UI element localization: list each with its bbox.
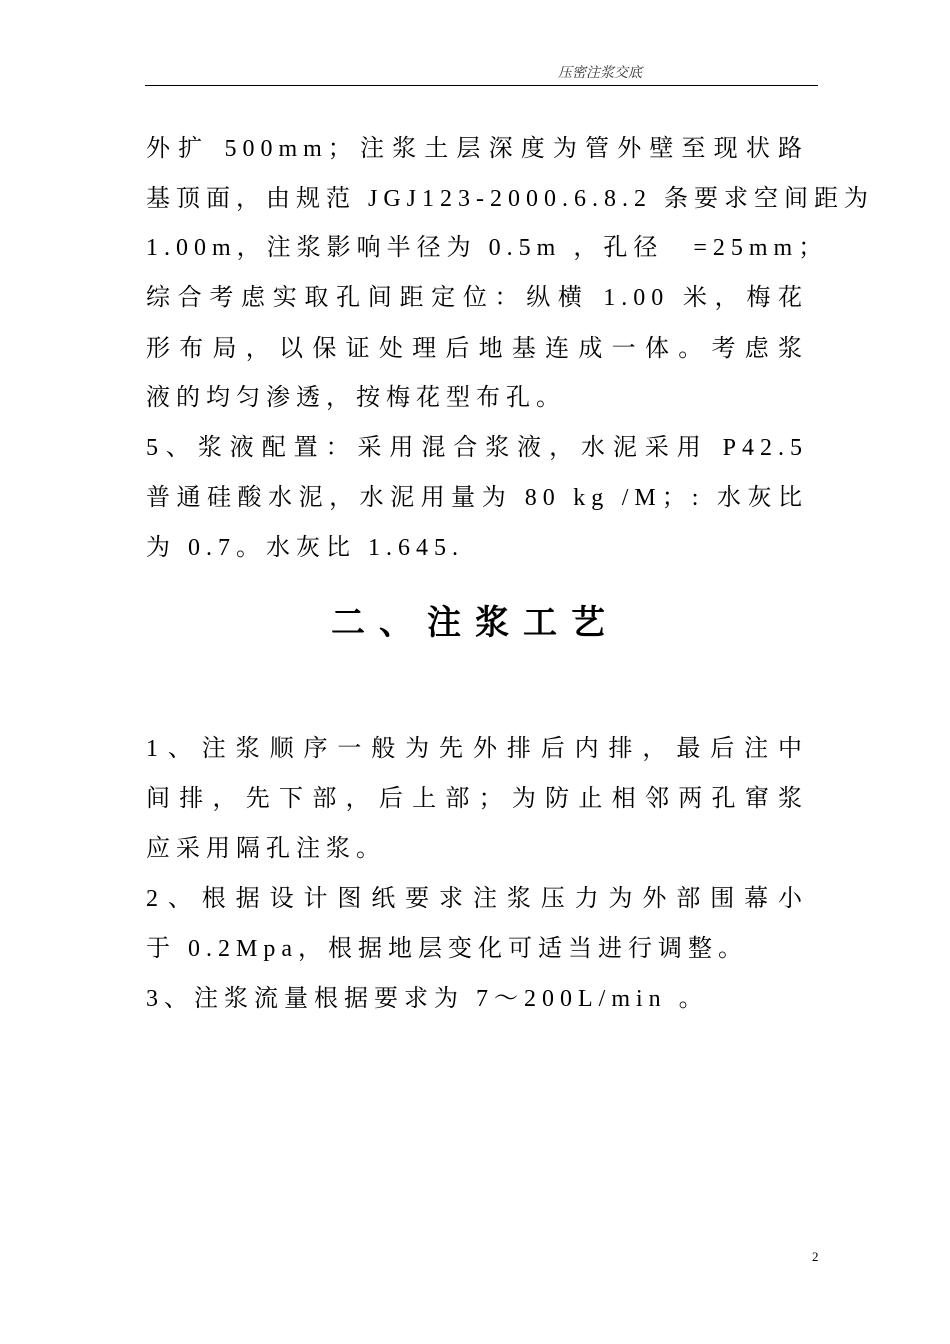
text-line: 5、浆液配置：采用混合浆液，水泥采用 P42.5 <box>146 435 808 461</box>
text-line: 间排，先下部，后上部；为防止相邻两孔窜浆 <box>146 786 808 812</box>
text-line: 3、注浆流量根据要求为 7～200L/min 。 <box>146 986 709 1012</box>
text-line: 形布局，以保证处理后地基连成一体。考虑浆 <box>146 336 808 362</box>
text-line: 2、根据设计图纸要求注浆压力为外部围幕小 <box>146 886 808 912</box>
header-title: 压密注浆交底 <box>558 66 642 81</box>
text-line: 1、注浆顺序一般为先外排后内排，最后注中 <box>146 736 808 762</box>
section-heading: 二、注浆工艺 <box>331 605 619 642</box>
text-line: 普通硅酸水泥，水泥用量为 80 kg /M；: 水灰比 <box>146 485 808 511</box>
text-line: 液的均匀渗透，按梅花型布孔。 <box>146 385 566 411</box>
text-line: 外扩 500mm；注浆土层深度为管外壁至现状路 <box>146 136 808 162</box>
text-line: 综合考虑实取孔间距定位：纵横 1.00 米，梅花 <box>146 285 808 311</box>
text-line: 应采用隔孔注浆。 <box>146 836 386 862</box>
header-divider <box>145 85 818 86</box>
text-line: 为 0.7。水灰比 1.645. <box>146 535 464 561</box>
page-number: 2 <box>812 1249 819 1264</box>
text-line: 1.00m，注浆影响半径为 0.5m ，孔径 =25mm； <box>146 235 829 261</box>
text-line: 于 0.2Mpa，根据地层变化可适当进行调整。 <box>146 936 748 962</box>
text-line: 基顶面，由规范 JGJ123-2000.6.8.2 条要求空间距为 <box>146 186 875 212</box>
